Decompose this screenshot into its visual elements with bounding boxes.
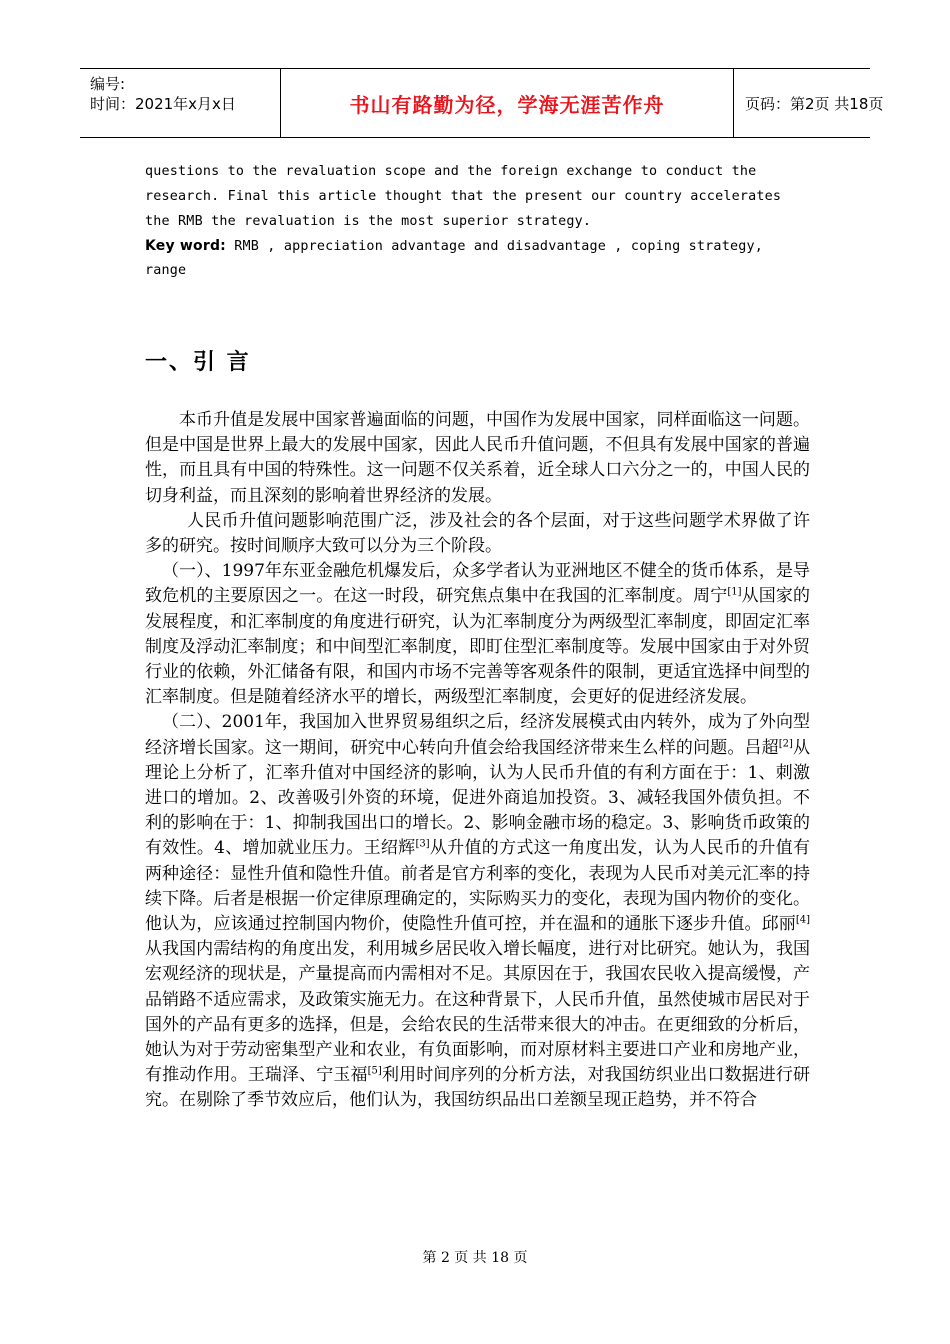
- abstract-line: questions to the revaluation scope and the foreign exchange to conduct the: [145, 164, 757, 179]
- keywords-line: [145, 238, 763, 254]
- paragraph: 人民币升值问题影响范围广泛，涉及社会的各个层面，对于这些问题学术界做了许多的研究。按时间顺序大致可以分为三个阶段。: [145, 510, 810, 557]
- section-heading: 一、引 言: [145, 350, 251, 375]
- citation-ref: [1]: [727, 586, 742, 598]
- page-header: [80, 68, 884, 138]
- header-page-info: 页码：第2页 共18页: [745, 94, 884, 113]
- time-label: 时间：2021年x月x日: [90, 95, 236, 113]
- paragraph-text: 从理论上分析了，汇率升值对中国经济的影响，认为人民币升值的有利方面在于：1、刺激进口的增加。2、改善吸引外资的环境，促进外商追加投资。3、减轻我国外债负担。不利的影响在于：1、抑制我国出口的增长。2、影响金融市场的稳定。3、影响货币政策的有效性。4、增加就业压力。王绍辉: [145, 737, 811, 859]
- citation-ref: [2]: [778, 737, 793, 749]
- header-motto: 书山有路勤为径，学海无涯苦作舟: [280, 69, 734, 137]
- body-text: [145, 408, 810, 1114]
- citation-ref: [4]: [795, 914, 810, 926]
- abstract-line: research. Final this article thought that the present our country accelerates: [145, 189, 782, 204]
- paragraph: 本币升值是发展中国家普遍面临的问题，中国作为发展中国家，同样面临这一问题。但是中国是世界上最大的发展中国家，因此人民币升值问题，不但具有发展中国家的普遍性，而且具有中国的特殊性。这一问题不仅关系着，近全球人口六分之一的，中国人民的切身利益，而且深刻的影响着世界经济的发展。: [145, 410, 810, 506]
- keywords-line-2: range: [145, 263, 187, 278]
- number-label: 编号:: [90, 75, 126, 93]
- header-meta: [80, 69, 280, 137]
- citation-ref: [5]: [367, 1065, 382, 1077]
- keywords-label: Key word:: [145, 238, 226, 254]
- paragraph-text: 从升值的方式这一角度出发，认为人民币的升值有两种途径：显性升值和隐性升值。前者是官方利率的变化，表现为人民币对美元汇率的持续下降。后者是根据一价定律原理确定的，实际购买力的变化，表现为国内物价的变化。他认为，应该通过控制国内物价，使隐性升值可控，并在温和的通胀下逐步升值。邱丽: [145, 838, 810, 935]
- page-footer: 第 2 页 共 18 页: [422, 1250, 528, 1266]
- citation-ref: [3]: [415, 838, 430, 850]
- paragraph-text: 从国家的发展程度，和汇率制度的角度进行研究，认为汇率制度分为两级型汇率制度，即固定汇率制度及浮动汇率制度；和中间型汇率制度，即盯住型汇率制度等。发展中国家由于对外贸行业的依赖，外汇储备有限，和国内市场不完善等客观条件的限制，更适宜选择中间型的汇率制度。但是随着经济水平的增长，两级型汇率制度，会更好的促进经济发展。: [145, 586, 811, 708]
- paragraph-text: 利用时间序列的分析方法，对我国纺织业出口数据进行研究。在剔除了季节效应后，他们认为，我国纺织品出口差额呈现正趋势，并不符合: [145, 1065, 811, 1111]
- paragraph-text: （一）、1997年东亚金融危机爆发后，众多学者认为亚洲地区不健全的货币体系，是导致危机的主要原因之一。在这一时段，研究焦点集中在我国的汇率制度。周宁: [145, 561, 810, 607]
- abstract-line: the RMB the revaluation is the most superior strategy.: [145, 214, 592, 229]
- paragraph-text: 从我国内需结构的角度出发，利用城乡居民收入增长幅度，进行对比研究。她认为，我国宏观经济的现状是，产量提高而内需相对不足。其原因在于，我国农民收入提高缓慢，产品销路不适应需求，及政策实施无力。在这种背景下，人民币升值，虽然使城市居民对于国外的产品有更多的选择，但是，会给农民的生活带来很大的冲击。在更细致的分析后，她认为对于劳动密集型产业和农业，有负面影响，而对原材料主要进口产业和房地产业，有推动作用。王瑞泽、宁玉福: [145, 939, 810, 1086]
- keywords-text: RMB , appreciation advantage and disadvantage , coping strategy,: [225, 239, 764, 254]
- paragraph: [145, 559, 810, 710]
- paragraph: [145, 710, 810, 1113]
- paragraph-text: （二）、2001年，我国加入世界贸易组织之后，经济发展模式由内转外，成为了外向型经济增长国家。这一期间，研究中心转向升值会给我国经济带来生么样的问题。吕超: [145, 712, 810, 758]
